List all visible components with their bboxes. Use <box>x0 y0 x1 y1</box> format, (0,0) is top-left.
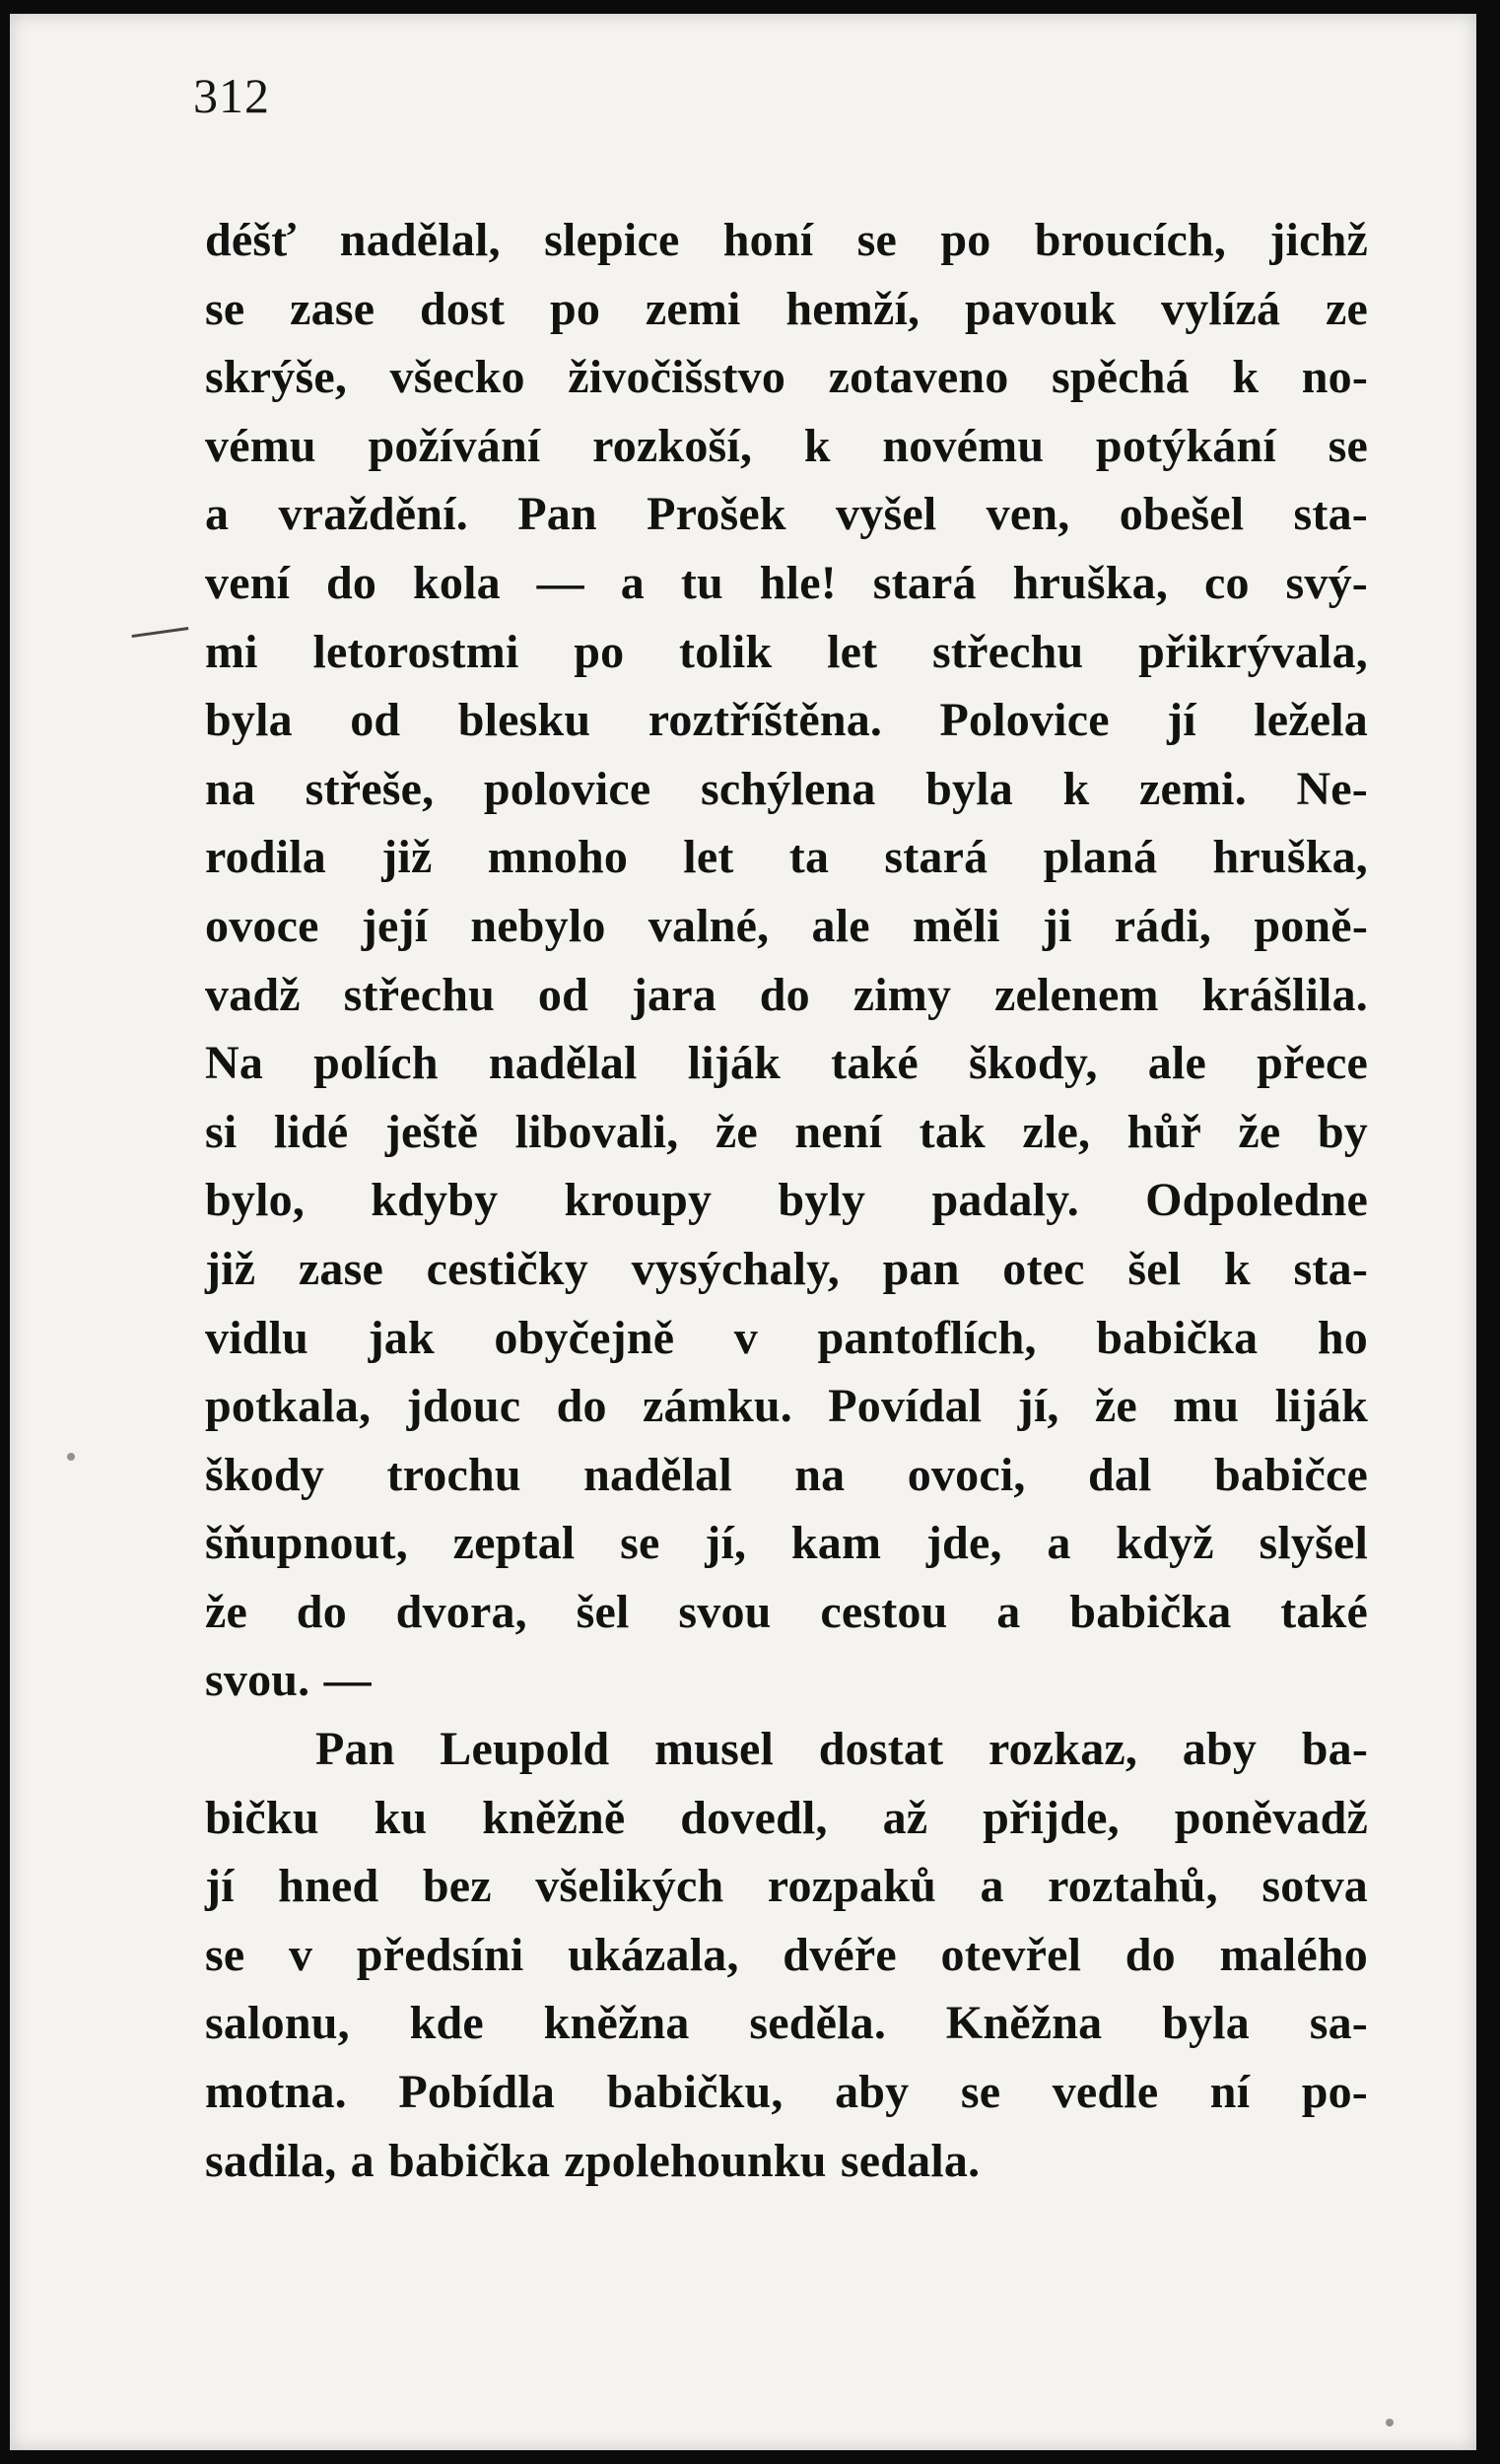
text-line: salonu, kde kněžna seděla. Kněžna byla sa- <box>205 1997 1368 2050</box>
text-line: bylo, kdyby kroupy byly padaly. Odpoledne <box>205 1174 1368 1227</box>
text-line: svou. — <box>205 1654 372 1707</box>
text-line: již zase cestičky vysýchaly, pan otec šel k sta- <box>205 1242 1368 1295</box>
text-line: si lidé ještě libovali, že není tak zle, hůř že by <box>205 1105 1368 1158</box>
text-line: mi letorostmi po tolik let střechu přikrývala, <box>205 625 1368 678</box>
margin-mark <box>132 627 190 646</box>
text-line: vidlu jak obyčejně v pantoflích, babička ho <box>205 1311 1368 1364</box>
paragraph-start-line: Pan Leupold musel dostat rozkaz, aby ba- <box>315 1723 1368 1776</box>
body-text <box>205 206 1368 2195</box>
text-line: sadila, a babička zpolehounku sedala. <box>205 2134 981 2187</box>
text-line: na střeše, polovice schýlena byla k zemi. Ne- <box>205 762 1368 815</box>
text-line: skrýše, všecko živočišstvo zotaveno spěchá k no- <box>205 351 1368 404</box>
text-line: ovoce její nebylo valné, ale měli ji rádi, poně- <box>205 899 1368 952</box>
scan-speck <box>1386 2419 1394 2427</box>
text-line: jí hned bez všelikých rozpaků a roztahů, sotva <box>205 1860 1368 1913</box>
text-line: šňupnout, zeptal se jí, kam jde, a když slyšel <box>205 1517 1368 1570</box>
text-line: bičku ku kněžně dovedl, až přijde, poněvadž <box>205 1791 1368 1844</box>
text-line: že do dvora, šel svou cestou a babička také <box>205 1585 1368 1638</box>
book-page <box>10 14 1476 2450</box>
text-line: se v předsíni ukázala, dvéře otevřel do malého <box>205 1928 1368 1981</box>
text-line: vadž střechu od jara do zimy zelenem krášlila. <box>205 968 1368 1021</box>
scan-speck <box>67 1453 75 1461</box>
text-line: Na polích nadělal liják také škody, ale přece <box>205 1037 1368 1090</box>
text-line: se zase dost po zemi hemží, pavouk vylízá ze <box>205 282 1368 335</box>
text-line: potkala, jdouc do zámku. Povídal jí, že mu liják <box>205 1380 1368 1433</box>
text-line: a vraždění. Pan Prošek vyšel ven, obešel sta- <box>205 488 1368 541</box>
text-line: vení do kola — a tu hle! stará hruška, co svý- <box>205 556 1368 609</box>
text-line: déšť nadělal, slepice honí se po broucích, jichž <box>205 214 1368 266</box>
text-line: byla od blesku roztříštěna. Polovice jí ležela <box>205 694 1368 747</box>
text-line: rodila již mnoho let ta stará planá hruška, <box>205 831 1368 884</box>
page-number: 312 <box>193 68 270 123</box>
text-line: motna. Pobídla babičku, aby se vedle ní po- <box>205 2066 1368 2119</box>
text-line: vému požívání rozkoší, k novému potýkání se <box>205 419 1368 472</box>
text-line: škody trochu nadělal na ovoci, dal babičce <box>205 1448 1368 1501</box>
